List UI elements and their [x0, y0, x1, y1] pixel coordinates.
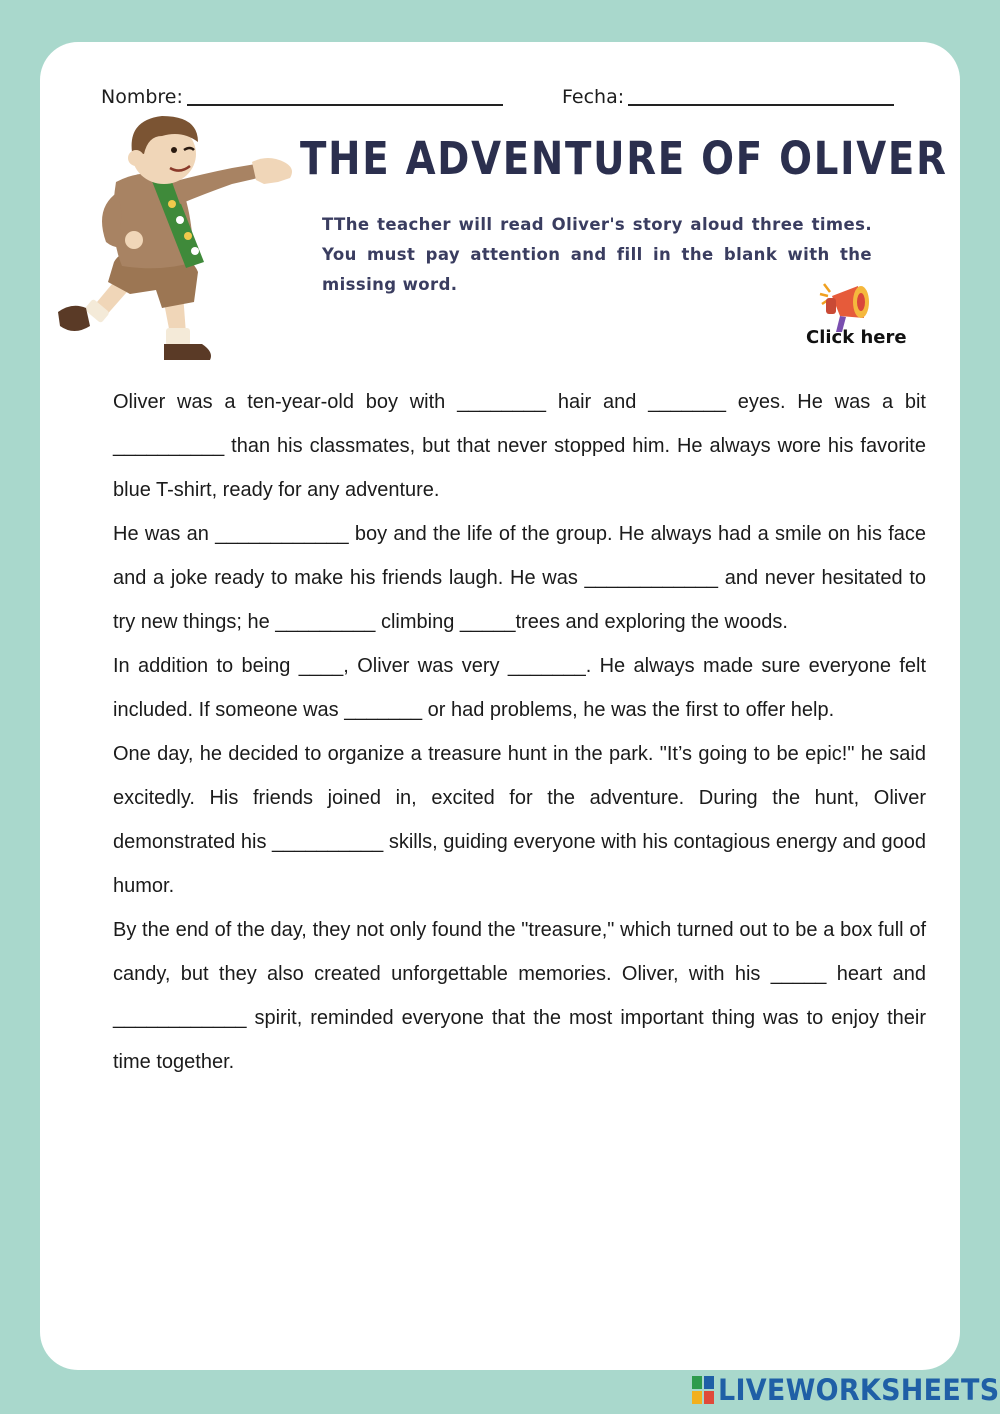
date-blank[interactable] [628, 86, 894, 106]
page-title: THE ADVENTURE OF OLIVER [300, 132, 948, 185]
story-paragraph: One day, he decided to organize a treasure hunt in the park. "It’s going to be epic!" he said excitedly. His friends joined in, excited for the adventure. During the hunt, Oliver demonstrated his __________ skills, guiding everyone with his contagious energy and good humor. [113, 743, 926, 897]
story-paragraph: Oliver was a ten-year-old boy with ________ hair and _______ eyes. He was a bit __________ than his classmates, but that never stopped him. He always wore his favorite blue T-shirt, ready for any adventure. [113, 391, 926, 501]
story-paragraph: He was an ____________ boy and the life of the group. He always had a smile on his face and a joke ready to make his friends laugh. He was ____________ and never hesitated to try new things; he _________ climbing _____trees and exploring the woods. [113, 523, 926, 633]
name-field[interactable] [101, 86, 503, 108]
story-text [113, 380, 926, 1084]
liveworksheets-logo [692, 1374, 1000, 1406]
brand-name: LIVEWORKSHEETS [718, 1373, 1000, 1407]
name-blank[interactable] [187, 86, 503, 106]
live-badge-icon [692, 1376, 714, 1404]
instructions-text: TThe teacher will read Oliver's story aloud three times. You must pay attention and fill in the blank with the missing word. [322, 215, 872, 294]
click-here-link[interactable]: Click here [806, 327, 907, 348]
story-paragraph: In addition to being ____, Oliver was very _______. He always made sure everyone felt included. If someone was _______ or had problems, he was the first to offer help. [113, 655, 926, 721]
story-paragraph: By the end of the day, they not only found the "treasure," which turned out to be a box full of candy, but they also created unforgettable memories. Oliver, with his _____ heart and ____________ spirit, reminded everyone that the most important thing was to enjoy their time together. [113, 919, 926, 1073]
name-label: Nombre: [101, 86, 183, 108]
date-label: Fecha: [562, 86, 625, 108]
scout-boy-illustration [52, 112, 302, 374]
date-field[interactable] [562, 86, 894, 108]
